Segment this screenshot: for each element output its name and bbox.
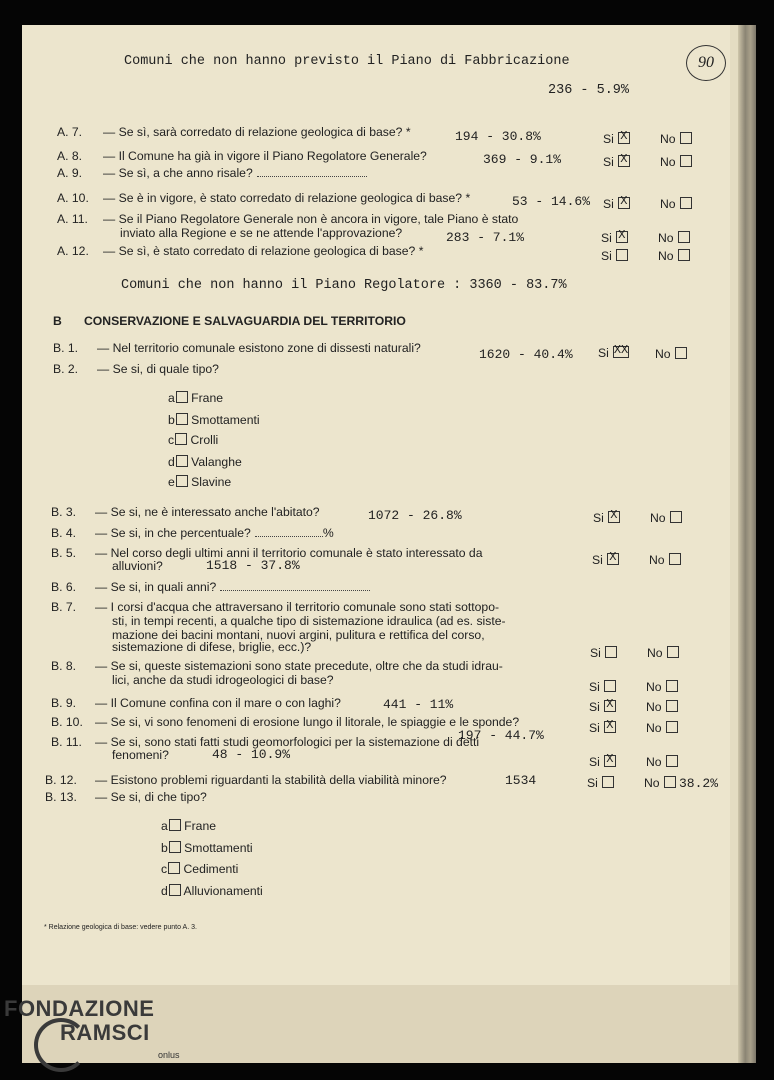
a7-code: A. 7.	[57, 125, 83, 139]
b11-code: B. 11.	[51, 735, 82, 749]
b10-code: B. 10.	[51, 715, 83, 729]
b7-code: B. 7.	[51, 600, 77, 614]
b7-line-1: — I corsi d'acqua che attraversano il territorio comunale sono stati sottopo-	[95, 600, 500, 614]
b12-no[interactable]: No 38.2%	[644, 776, 718, 791]
b9-text: — Il Comune confina con il mare o con laghi?	[95, 696, 341, 710]
b6-text: — Se si, in quali anni?	[95, 580, 370, 594]
b7-si[interactable]: Si	[590, 646, 617, 660]
b12-code: B. 12.	[45, 773, 77, 787]
b5-no[interactable]: No	[649, 553, 681, 567]
a7-text: — Se sì, sarà corredato di relazione geologica di base? *	[103, 125, 411, 139]
section-b-code: B	[53, 314, 62, 328]
a12-code: A. 12.	[57, 244, 89, 258]
b3-text: — Se si, ne è interessato anche l'abitato?	[95, 505, 320, 519]
b7-line-4: sistemazione di difese, briglie, ecc.)?	[112, 640, 312, 654]
b4-code: B. 4.	[51, 526, 77, 540]
a10-text: — Se è in vigore, è stato corredato di relazione geologica di base? *	[103, 191, 471, 205]
b11-no[interactable]: No	[646, 755, 678, 769]
b5-si[interactable]: Si X	[592, 553, 619, 567]
b6-code: B. 6.	[51, 580, 77, 594]
b5-text: — Nel corso degli ultimi anni il territorio comunale è stato interessato da	[95, 546, 483, 560]
b2-option-c[interactable]: c Crolli	[168, 433, 219, 447]
page-number: 90	[686, 45, 726, 81]
footnote: * Relazione geologica di base: vedere punto A. 3.	[44, 924, 197, 931]
b7-no[interactable]: No	[647, 646, 679, 660]
b1-text: — Nel territorio comunale esistono zone di dissesti naturali?	[97, 341, 421, 355]
b10-text: — Se si, vi sono fenomeni di erosione lungo il litorale, le spiaggie e le sponde?	[95, 715, 520, 729]
b2-option-d[interactable]: d Valanghe	[168, 455, 242, 469]
b11-value: 48 - 10.9%	[212, 747, 291, 762]
b5-value: 1518 - 37.8%	[206, 558, 300, 573]
b10-value: 197 - 44.7%	[458, 728, 544, 743]
b11-si[interactable]: Si X	[589, 755, 616, 769]
b13-text: — Se si, di che tipo?	[95, 790, 207, 804]
a10-si[interactable]: Si X	[603, 197, 630, 211]
b3-no[interactable]: No	[650, 511, 682, 525]
b1-si[interactable]: Si XX	[598, 343, 629, 360]
b1-code: B. 1.	[53, 341, 79, 355]
heading-piano-regolatore: Comuni che non hanno il Piano Regolatore : 3360 - 83.7%	[121, 278, 567, 293]
a10-code: A. 10.	[57, 191, 89, 205]
a10-no[interactable]: No	[660, 197, 692, 211]
b3-value: 1072 - 26.8%	[368, 508, 462, 523]
b9-no[interactable]: No	[646, 700, 678, 714]
a8-text: — Il Comune ha già in vigore il Piano Regolatore Generale?	[103, 149, 427, 163]
b11-text2: fenomeni?	[112, 748, 169, 762]
a11-value: 283 - 7.1%	[446, 230, 525, 245]
a10-value: 53 - 14.6%	[512, 194, 591, 209]
b13-option-b[interactable]: b Smottamenti	[161, 841, 253, 855]
a11-code: A. 11.	[57, 212, 88, 226]
b7-line-2: sti, in tempi recenti, a qualche tipo di sistemazione idraulica (ad es. siste-	[112, 614, 506, 628]
a7-si[interactable]: Si X	[603, 132, 630, 146]
b13-option-c[interactable]: c Cedimenti	[161, 862, 239, 876]
a8-no[interactable]: No	[660, 155, 692, 169]
watermark-line2: RAMSCI	[60, 1020, 150, 1045]
b3-code: B. 3.	[51, 505, 77, 519]
b3-si[interactable]: Si X	[593, 511, 620, 525]
b8-line-2: lici, anche da studi idrogeologici di base?	[112, 673, 334, 687]
b12-value: 1534	[505, 773, 537, 788]
b10-si[interactable]: Si X	[589, 721, 616, 735]
paper-edge	[738, 25, 756, 1063]
watermark-line3: onlus	[158, 1050, 180, 1060]
a7-value: 194 - 30.8%	[455, 129, 541, 144]
b13-option-a[interactable]: a Frane	[161, 819, 217, 833]
b12-si[interactable]: Si	[587, 776, 614, 790]
a12-no[interactable]: No	[658, 249, 690, 263]
b8-line-1: — Se si, queste sistemazioni sono state precedute, oltre che da studi idrau-	[95, 659, 503, 673]
b2-option-a[interactable]: a Frane	[168, 391, 224, 405]
a11-text: — Se il Piano Regolatore Generale non è ancora in vigore, tale Piano è stato	[103, 212, 519, 226]
a11-si[interactable]: Si X	[601, 231, 628, 245]
b8-si[interactable]: Si	[589, 680, 616, 694]
a12-si[interactable]: Si	[601, 249, 628, 263]
a11-no[interactable]: No	[658, 231, 690, 245]
b1-value: 1620 - 40.4%	[479, 347, 573, 362]
heading-piano-fabbricazione: Comuni che non hanno previsto il Piano di Fabbricazione	[124, 54, 570, 69]
a8-code: A. 8.	[57, 149, 83, 163]
b10-no[interactable]: No	[646, 721, 678, 735]
b4-text: — Se si, in che percentuale? %	[95, 526, 334, 540]
b8-code: B. 8.	[51, 659, 77, 673]
b1-no[interactable]: No	[655, 347, 687, 361]
a8-value: 369 - 9.1%	[483, 152, 562, 167]
b2-option-e[interactable]: e Slavine	[168, 475, 232, 489]
a7-no[interactable]: No	[660, 132, 692, 146]
heading-fabbricazione-value: 236 - 5.9%	[548, 83, 630, 98]
a8-si[interactable]: Si X	[603, 155, 630, 169]
b11-text: — Se si, sono stati fatti studi geomorfologici per la sistemazione di detti	[95, 735, 480, 749]
b9-code: B. 9.	[51, 696, 77, 710]
a12-text: — Se sì, è stato corredato di relazione geologica di base? *	[103, 244, 424, 258]
b7-line-3: mazione dei bacini montani, nuovi argini, pulitura e rettifica del corso,	[112, 628, 485, 642]
section-b-title: CONSERVAZIONE E SALVAGUARDIA DEL TERRITORIO	[84, 314, 406, 328]
b13-option-d[interactable]: d Alluvionamenti	[161, 884, 263, 898]
b9-si[interactable]: Si X	[589, 700, 616, 714]
a11-text2: inviato alla Regione e se ne attende l'approvazione?	[120, 226, 403, 240]
b2-text: — Se si, di quale tipo?	[97, 362, 219, 376]
b2-option-b[interactable]: b Smottamenti	[168, 413, 260, 427]
b5-text2: alluvioni?	[112, 559, 163, 573]
b9-value: 441 - 11%	[383, 697, 454, 712]
b13-code: B. 13.	[45, 790, 77, 804]
b5-code: B. 5.	[51, 546, 77, 560]
b8-no[interactable]: No	[646, 680, 678, 694]
a9-text: — Se sì, a che anno risale?	[103, 166, 367, 180]
watermark-line1: FONDAZIONE	[4, 996, 155, 1021]
a9-code: A. 9.	[57, 166, 83, 180]
b12-text: — Esistono problemi riguardanti la stabilità della viabilità minore?	[95, 773, 447, 787]
b2-code: B. 2.	[53, 362, 79, 376]
